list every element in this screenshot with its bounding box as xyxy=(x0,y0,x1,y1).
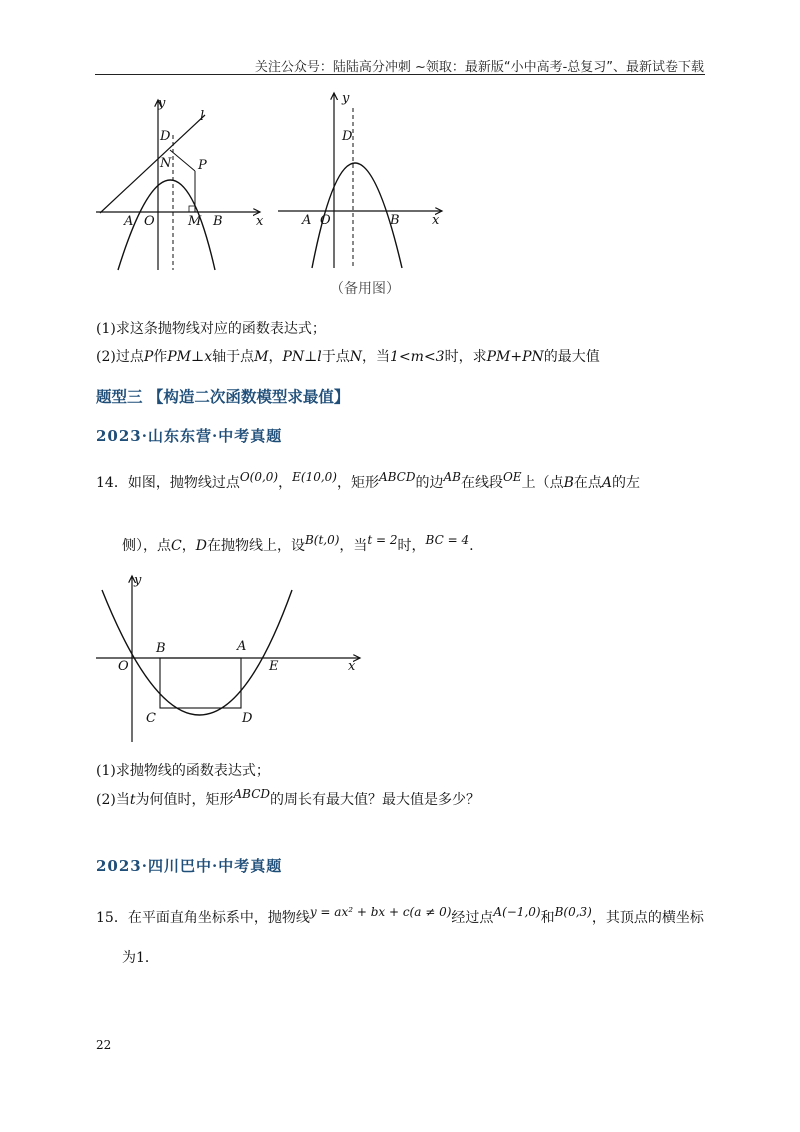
label-A: A xyxy=(302,213,312,228)
label-D: D xyxy=(342,129,353,144)
source-label-1: 2023·山东东营·中考真题 xyxy=(96,427,283,445)
label-B: B xyxy=(156,641,166,656)
label-D: D xyxy=(242,711,253,726)
label-E: E xyxy=(269,659,279,674)
line-l xyxy=(100,115,205,213)
q13-part2: (2)过点P作PM⊥x轴于点M，PN⊥l于点N，当1<m<3时，求PM+PN的最大值 xyxy=(96,349,600,365)
section-title: 题型三 【构造二次函数模型求最值】 xyxy=(96,388,350,406)
q15-line1: 15．在平面直角坐标系中，抛物线y = ax² + bx + c(a ≠ 0)经过点A(−1,0)和B(0,3)，其顶点的横坐标 xyxy=(96,905,704,926)
figure-3 xyxy=(92,570,372,750)
label-A: A xyxy=(237,639,247,654)
label-y: y xyxy=(342,91,350,106)
figure-caption: （备用图） xyxy=(330,281,400,297)
header-rule xyxy=(95,74,705,75)
label-N: N xyxy=(160,156,172,171)
label-x: x xyxy=(432,213,440,228)
label-x: x xyxy=(256,214,264,229)
rectangle-ABCD xyxy=(160,658,241,708)
label-B: B xyxy=(390,213,400,228)
page-header: 关注公众号：陆陆高分冲刺 ~领取：最新版“小中高考-总复习”、最新试卷下载 xyxy=(254,60,704,75)
label-P: P xyxy=(198,158,207,173)
label-B: B xyxy=(213,214,223,229)
parabola xyxy=(102,590,292,715)
label-A: A xyxy=(124,214,134,229)
source-label-2: 2023·四川巴中·中考真题 xyxy=(96,857,283,875)
label-C: C xyxy=(146,711,156,726)
q15-line2: 为1． xyxy=(122,950,159,966)
label-D: D xyxy=(160,129,171,144)
label-x: x xyxy=(348,659,356,674)
segment-PN xyxy=(170,150,195,171)
q14-line2: 侧），点C，D在抛物线上，设B(t,0)，当t = 2时，BC = 4. xyxy=(122,533,474,554)
right-angle-mark xyxy=(189,206,195,212)
q13-part1: (1)求这条抛物线对应的函数表达式； xyxy=(96,321,326,337)
page-number: 22 xyxy=(96,1038,112,1052)
q14-part1: (1)求抛物线的函数表达式； xyxy=(96,763,270,779)
label-M: M xyxy=(188,214,202,229)
q14-line1: 14．如图，抛物线过点O(0,0)，E(10,0)，矩形ABCD的边AB在线段OE上（点B在点A的左 xyxy=(96,470,640,491)
figure-2 xyxy=(272,88,452,278)
label-y: y xyxy=(134,573,142,588)
q14-part2: (2)当t为何值时，矩形ABCD的周长有最大值？最大值是多少？ xyxy=(96,787,480,808)
figure-1 xyxy=(90,95,275,280)
label-y: y xyxy=(158,96,166,111)
label-O: O xyxy=(144,214,155,229)
label-l: l xyxy=(200,109,205,124)
label-O: O xyxy=(118,659,129,674)
label-O: O xyxy=(320,213,331,228)
